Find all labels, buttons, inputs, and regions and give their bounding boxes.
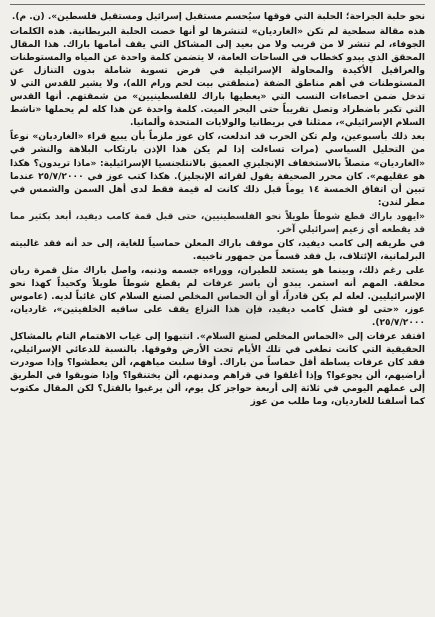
paragraph-1: نحو حلبة الجراحة؛ الحلبة التي فوقها سيُحسم مستقبل إسرائيل ومستقبل فلسطين». (ن. م). (11, 12, 425, 22)
paragraph-5: على رغم ذلك، وبينما هو يستعد للطيران، ووراءه جسمه وذنبه، واصل باراك مثل قمرة ربان محلقة. المهم أنه استمر. يبدو أن ياسر عرفات لم يقطع شوطاً طويلاً وكحيداً كهذا نحو الإسرائيليين. لعله لم يكن قادراً، أو أن الحماس المخلص لصنع السلام كان غائباً لديه. (عاموس عوز، «حتى لو فشل كامب ديفيد، فإن هذا النزاع يقف على ساقيه الخلفيتين»، غارديان، ٢٥/٧/٢٠٠٠). (10, 265, 425, 329)
paragraph-6: افتقد عرفات إلى «الحماس المخلص لصنع السلام». انتبهوا إلى غياب الاهتمام التام بالمشاكل الحقيقية التي كانت تطغى في تلك الأيام تحت الأرض وفوقها. بالنسبة للدعائي الإسرائيلي، فقد كان عرفات يساطة أقل حماساً من باراك. أوقا سلبت مياههم، ألن يعطشوا؟ وإذا صودرت أراضيهم، ألن يجوعوا؟ وإذا أغلقوا في قراهم ومدنهم، ألن يختنقوا؟ وإذا ضويقوا في الطريق إلى عملهم اليومي في ثلاثة إلى أربعة حواجز كل يوم، ألن يرغبوا بالقتل؟ لكن المقال مكتوب كما أسلفنا للغارديان، وما طلب من عوز (10, 332, 425, 408)
paragraph-3: بعد ذلك بأسبوعين، ولم تكن الحرب قد اندلعت، كان عوز ملزماً بأن يبيع قراء «الغارديان» نوعاً من التحليل السياسي (مرات تساءلت إذا لم يكن هذا الإذن بارتكاب البلاهة والنشر في «الغارديان» متصلاً بالاستخفاف الإنجليزي العميق بالانتلجنسيا الإسرائيلية: «ماذا تريدون؟ هكذا هو عقليهم». كان محرر الصحيفة يقول لقرائه الإنجليز). هكذا كتب عوز في ٢٥/٧/٢٠٠٠ عندما تبين أن اتفاق الخمسة ١٤ يوماً قبل ذلك كانت له قيمة فقط لدى أهل السمن والشمس في مطر لندن: (10, 132, 425, 208)
block-quote: «ايهود باراك قطع شوطاً طويلاً نحو الفلسطينيين، حتى قبل قمة كامب ديفيد، أبعد بكثير مما قد يقطعه أي زعيم إسرائيلي آخر. (10, 211, 425, 235)
top-divider (10, 4, 425, 5)
paragraph-2: هذه مقالة سطحية لم تكن «الغارديان» لتنشرها لو أنها خصت الحلبة البريطانية. هذه الكلمات الجوفاء، لم تنشر لا من قريب ولا من بعيد إلى المشاكل التي يقف أمامها باراك. هذا المقال المحقق الذي يبدو كخطاب في الساحات العامة، لا يتضمن كلمة واحدة عن المياه والمستوطنات والعراقيل الأكيدة والمحاولة الإسرائيلية في فرض تسوية شاملة بدون التنازل عن المستوطنات في أهم مناطق الضفة (منطقتي بيت لحم ورام الله)، ولا يشير للقدس التي لا تدخل ضمن احصاءات النسب التي «يعطيها باراك للفلسطينيين» من شمقتهم. أنها القدس التي تكبر باضطراد وتصل تقريباً حتى البحر الميت. كلمة واحدة عن هذا كله لم يحملها «ناشط السلام الإسرائيلي»، ممثلنا في بريطانيا والولايات المتحدة وألمانيا. (10, 27, 425, 129)
paragraph-4: في طريقه إلى كامب ديفيد، كان موقف باراك المعلن حماسياً للغاية، إلى حد أنه فقد غالبيته البرلمانية، الإئتلاف، بل فقد قسماً من جمهور ناخبيه. (10, 238, 425, 262)
